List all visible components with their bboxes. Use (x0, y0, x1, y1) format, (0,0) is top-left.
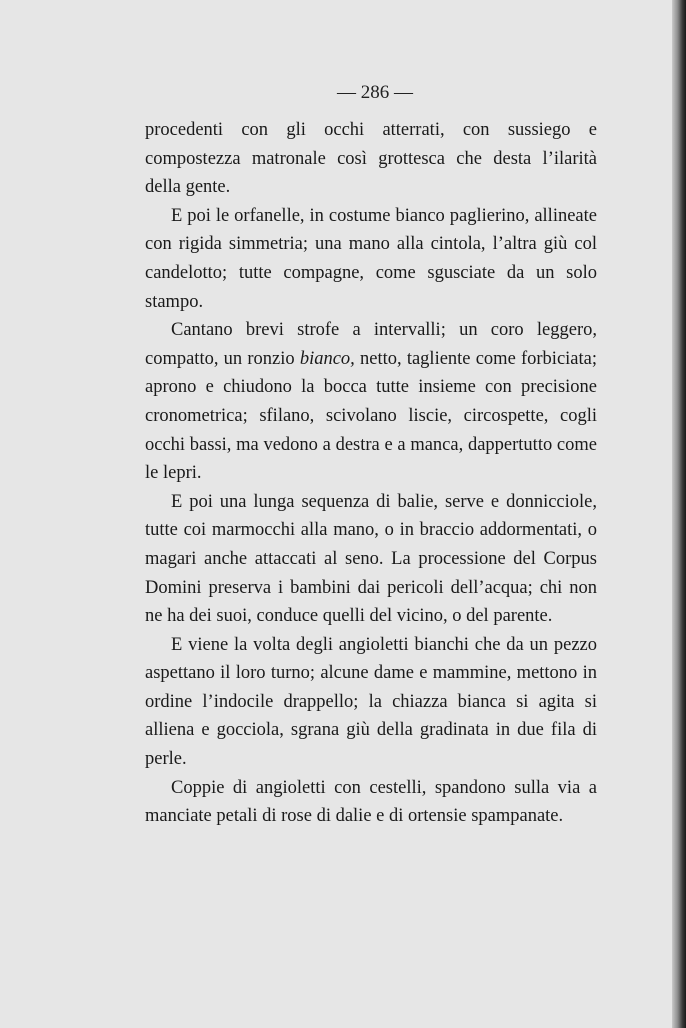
paragraph-6: Coppie di angioletti con cestelli, spandono sulla via a manciate petali di rose di dalie e di ortensie spampanate. (145, 777, 597, 827)
paragraph-5: E viene la volta degli angioletti bianchi che da un pezzo aspettano il loro turno; alcune dame e mammine, mettono in ordine l’indocile drappello; la chiazza bianca si agita si allienа e gocciola, sgrana giù della gradinata in due fila di perle. (145, 634, 597, 770)
page-body-text (145, 116, 597, 831)
paragraph-3-text-start: Cantano brevi strofe a intervalli; un coro leggero, compatto, un ronzio (145, 320, 597, 369)
paragraph-3-text-end: netto, tagliente come forbiciata; aprono e chiudono la bocca tutte insieme con precisione cronometrica; sfilano, scivolano liscie, circospette, cogli occhi bassi, ma vedono a destra e a manca, dappertutto come le lepri. (145, 348, 597, 484)
book-gutter-shadow (672, 0, 686, 1028)
page-number: — 286 — (337, 82, 413, 103)
paragraph-3-italic-word: bianco, (299, 348, 355, 369)
paragraph-1: procedenti con gli occhi atterrati, con sussiego e compostezza matronale così grottesca che desta l’ilarità della gente. (145, 120, 597, 198)
paragraph-4: E poi una lunga sequenza di balie, serve e donnicciole, tutte coi marmocchi alla mano, o in braccio addormentati, o magari anche attaccati al seno. La processione del Corpus Domini preserva i bambini dai pericoli dell’acqua; chi non ne ha dei suoi, conduce quelli del vicino, o del parente. (145, 491, 597, 627)
paragraph-2: E poi le orfanelle, in costume bianco paglierino, allineate con rigida simmetria; una mano alla cintola, l’altra giù col candelotto; tutte compagne, come sgusciate da un solo stampo. (145, 205, 597, 312)
paragraph-3 (145, 316, 597, 488)
